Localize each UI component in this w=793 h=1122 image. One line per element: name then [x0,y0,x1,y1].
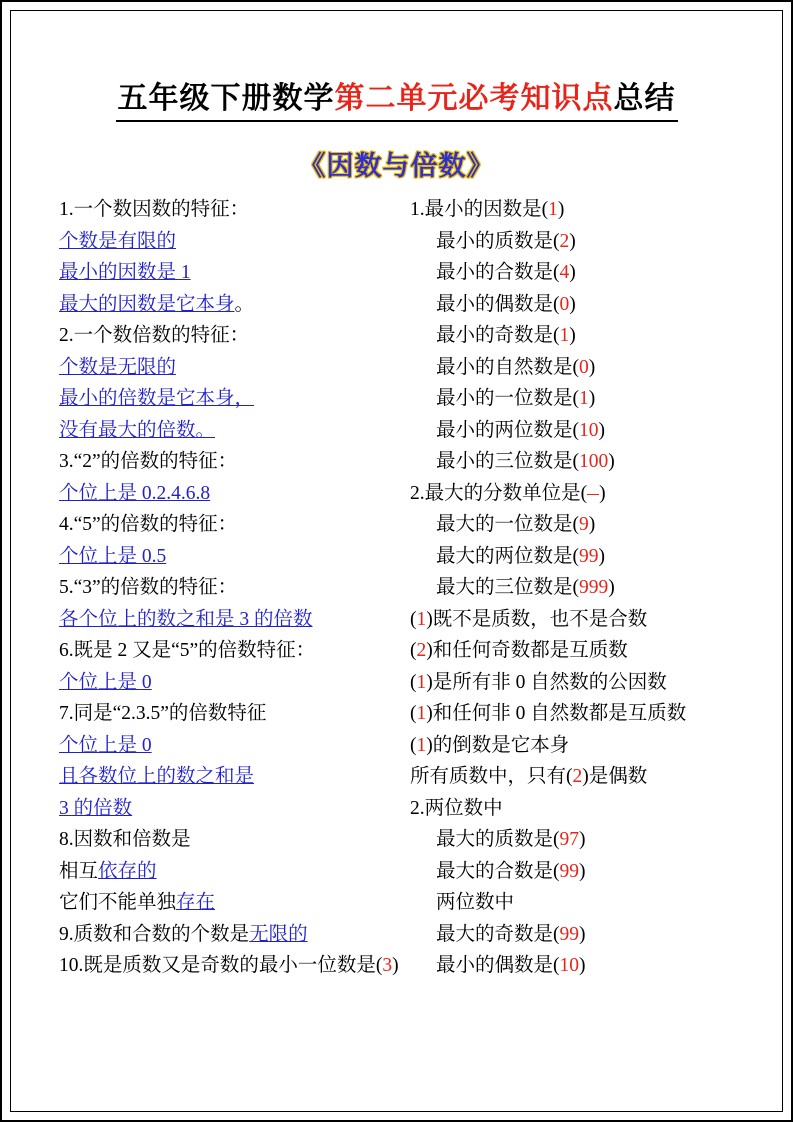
title-part-2: 第二单元必考知识点 [334,82,614,115]
list-item: 6.既是 2 又是“5”的倍数特征： [59,640,316,661]
list-item: 个数是有限的 [59,230,177,252]
list-item: 9.质数和合数的个数是无限的 [59,923,308,945]
list-item: 最大的因数是它本身。 [59,293,255,315]
list-item: 个数是无限的 [59,356,177,378]
list-item: 各个位上的数之和是 3 的倍数 [59,608,313,630]
list-item: 最小的奇数是(1) [436,325,576,346]
list-item: 最大的合数是(99) [436,860,586,882]
list-item: 1.一个数因数的特征： [59,199,250,220]
list-item: 2.最大的分数单位是( ) [410,482,606,504]
list-item: (1)既不是质数，也不是合数 [410,608,648,630]
title-part-1: 五年级下册数学 [117,82,335,115]
list-item: 最小的三位数是(100) [436,451,615,472]
page-subtitle: 《因数与倍数》 [298,151,495,181]
list-item: 5.“3”的倍数的特征： [59,577,238,598]
list-item: 最小的两位数是(10) [436,419,606,441]
list-item: (1)和任何非 0 自然数都是互质数 [410,703,687,724]
left-column [59,194,409,982]
list-item: 10.既是质数又是奇数的最小一位数是(3) [59,955,399,976]
list-item: 最小的合数是(4) [436,262,576,283]
list-item: 最大的质数是(97) [436,829,586,850]
list-item: (2)和任何奇数都是互质数 [410,640,628,661]
list-item: 最大的奇数是(99) [436,923,586,945]
list-item: 两位数中 [436,892,515,913]
title-block [2,80,791,122]
list-item: 所有质数中，只有(2)是偶数 [410,766,648,787]
fraction-unit-icon [587,494,599,495]
list-item: 最大的一位数是(9) [436,514,596,535]
list-item: 个位上是 0.2.4.6.8 [59,482,211,504]
list-item: 3.“2”的倍数的特征： [59,451,238,472]
list-item: 最大的三位数是(999) [436,577,615,598]
list-item: 2.一个数倍数的特征： [59,325,250,346]
page-title [116,80,678,122]
list-item: 7.同是“2.3.5”的倍数特征 [59,703,267,724]
list-item: 个位上是 0 [59,734,152,756]
list-item: 最小的偶数是(10) [436,955,586,976]
list-item: 4.“5”的倍数的特征： [59,514,238,535]
list-item: 且各数位上的数之和是 [59,766,255,787]
list-item: 3 的倍数 [59,797,133,819]
list-item: (1)的倒数是它本身 [410,734,570,756]
list-item: 最小的质数是(2) [436,230,576,252]
list-item: 8.因数和倍数是 [59,829,191,850]
right-column [410,194,760,982]
list-item: 最小的自然数是(0) [436,356,596,378]
list-item: 最小的偶数是(0) [436,293,576,315]
list-item: 最小的因数是 1 [59,262,191,283]
list-item: 它们不能单独存在 [59,892,216,913]
list-item: 个位上是 0 [59,671,152,693]
list-item: 最小的倍数是它本身， [59,388,255,409]
title-part-3: 总结 [613,82,676,115]
list-item: 没有最大的倍数。 [59,419,216,441]
list-item: (1)是所有非 0 自然数的公因数 [410,671,667,693]
list-item: 2.两位数中 [410,797,503,819]
list-item: 最小的一位数是(1) [436,388,596,409]
list-item: 1.最小的因数是(1) [410,199,565,220]
content-columns [2,194,793,1054]
list-item: 个位上是 0.5 [59,545,167,567]
list-item: 相互依存的 [59,860,157,882]
list-item: 最大的两位数是(99) [436,545,606,567]
